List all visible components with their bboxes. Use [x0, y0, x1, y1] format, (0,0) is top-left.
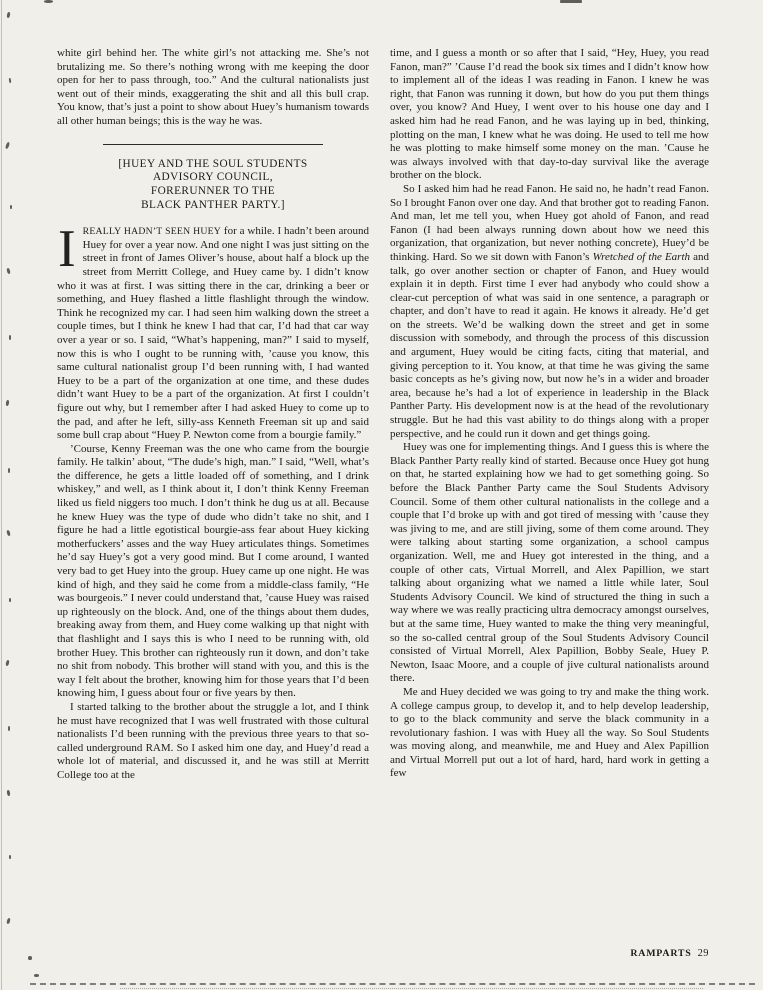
paragraph: Huey was one for implementing things. And I guess this is where the Black Panther Party really kind of started. Because once Huey got hung on that, he started explaining how we had to get something going. So before the Black Panther Party came the Soul Students Advisory Council. Some of them other cultural nationalists in the college and a couple that I’d broke up with and got tired of messing with ’cause they was jiving to me, and are still jiving, some of them come around. They were talking about starting some organization, a school campus organization. Well, me and Huey got interested in the thing, and a couple of other cats, Virtual Morrell, and Alex Papillion, we start talking about organizing what we named a little while later, Soul Students Advisory Council. We kind of structured the thing in such a way where we was really practicing ultra democracy amongst ourselves, but at the same time, Huey wanted to make the thing very meaningful, so the so-called central group of the Soul Students Advisory Council consisted of Virtual Morrell, Alex Papillion, Bobby Seale, Huey P. Newton, Isaac Moore, and a couple of jive cultural nationalists around there. [390, 441, 709, 685]
paragraph [390, 183, 709, 441]
small-caps-lead: REALLY HADN’T SEEN HUEY [82, 226, 222, 238]
scan-artifact [6, 530, 11, 537]
scan-bottom-line [30, 983, 755, 985]
page-footer [630, 948, 709, 959]
scan-artifact [8, 726, 10, 731]
paragraph-text: for a while. I hadn’t been around Huey for over a year now. And one night I was just sitting on the street in front of James Oliver’s house, about half a block up the street from Merritt College, and Huey came by. I didn’t know who it was at first. I was sitting there in the car, drinking a beer or something, and Huey flashed a little flashlight through the window. Think he recognized my car. I had seen him walking down the street a couple times, but I think he knew I had that car, I’d had that car way over a year or so. I said, “What’s happening, man?” I said to myself, now this is who I ought to be running with, ’cause you know, this same cultural nationalist group I’d been running with, I had wanted Huey to be a part of the organization at one time, and these dudes didn’t want Huey to be a part of the organization. At first I couldn’t figure out why, but I remember after I had asked Huey to come up to the pad, and after he left, silly-ass Kenneth Freeman sit up and said some bull crap about “Huey P. Newton come from a bourgie family.” [57, 225, 369, 442]
section-heading-line: FORERUNNER TO THE [150, 185, 276, 198]
scan-artifact [5, 142, 10, 150]
scan-artifact [34, 974, 39, 977]
scan-artifact [560, 0, 582, 3]
scan-artifact [9, 78, 12, 83]
scan-artifact [7, 790, 11, 796]
paragraph: I started talking to the brother about the struggle a lot, and I think he must have recognized that I was well frustrated with those cultural nationalists I’d been running with the previous three years to that so-called underground RAM. So I asked him one day, and Huey’d read a whole lot of material, and discussed it, and he was still at Merritt College too at the [57, 700, 369, 781]
scan-artifact [8, 468, 10, 473]
scan-artifact [6, 918, 11, 925]
scan-artifact [6, 12, 10, 18]
scan-artifact [9, 335, 11, 340]
magazine-name: RAMPARTS [630, 948, 692, 959]
section-heading [63, 158, 363, 214]
scan-artifact [6, 400, 10, 406]
paragraph-continuation: white girl behind her. The white girl’s not attacking me. She’s not brutalizing me. So there’s nothing wrong with me keeping the door open for her to pass through, too.” And the cultural nationalists just went out of their minds, exaggerating the shit and all this bull crap. You know, that’s just a point to show about Huey’s humanism towards all other human beings; this is the way he was. [57, 47, 369, 127]
right-column [390, 47, 709, 783]
paragraph-continuation: time, and I guess a month or so after that I said, “Hey, Huey, you read Fanon, man?” ’Cause I’d read the book six times and I didn’t know how to implement all of the ideas I was reading in Fanon. I knew he was right, that Fanon was running it down, but how do you put them things over, you know? And Huey, I went over to his house one day and I asked him had he read Fanon, and he was laying up in bed, thinking, plotting on the man, I knew what he was doing. He used to tell me how he was plotting to make himself some money on the man. ’Cause he was always involved with that day-to-day survival like the average brother on the block. [390, 47, 709, 182]
page-content [57, 47, 709, 783]
scan-edge-line [1, 0, 2, 990]
scan-artifact [10, 205, 12, 209]
scan-artifact [5, 660, 9, 667]
paragraph-text: and talk, go over another section or chapter of Fanon, and Huey would explain it in depth. First time I ever had anybody who could show a clear-cut perception of what was said in one sentence, a paragraph or chapter, and don’t have to read it again. He knows it already. He’d get on the streets. We’d be walking down the street and get in some discussion with somebody, and through the process of this discussion and argument, Huey would be citing facts, citing that material, and giving perception to it. You know, at that time he was giving the same basic concepts as he’s giving now, but now he’s in a wider and broader area, because he’s had a lot of experience in leadership in the Black Panther Party. His development now is at the head of the revolutionary struggle. But he had this vast ability to do things along with a proper perspective, and he could run it down and get things going. [390, 250, 709, 440]
section-heading-line: BLACK PANTHER PARTY.] [141, 199, 285, 212]
paragraph: ’Course, Kenny Freeman was the one who came from the bourgie family. He talkin’ about, “The dude’s high, man.” I said, “Well, what’s the difference, he gets a little loaded off of something, and I drink whiskey,” and well, as I think about it, I don’t think Kenny Freeman liked us field niggers too much. I don’t think he dug us at all. Because he knew Huey was the type of dude who didn’t take no shit, and I figure he had a little egotistical bourgie-ass fear about Huey kicking motherfuckers’ asses and the way Huey articulates things. Sometimes he’d say Huey’s got a very good mind. But I come around, I wanted very bad to get Huey into the group. Huey came up one night. He was kind of high, and they said he come from a middle-class family, “He was bourgeois.” I never could understand that, ’cause Huey was raised up righteously on the block. And, one of the things about them dudes, breaking away from them, and Huey come walking up that night with that flashlight and I says this is who I need to be running with, old brother Huey. This brother can righteously run it down, and don’t take no shit from nobody. This brother will stand with you, and this is the way I felt about the brother, knowing him for those years that I’d been knowing him, I guess about four or five years by then. [57, 442, 369, 700]
scan-artifact [9, 598, 11, 602]
drop-cap: I [58, 220, 76, 279]
scan-artifact [44, 0, 53, 3]
scan-artifact [28, 956, 32, 960]
scan-artifact [6, 268, 10, 275]
section-heading-line: [HUEY AND THE SOUL STUDENTS [118, 157, 308, 170]
scan-artifact [9, 855, 11, 859]
left-column [57, 47, 369, 783]
book-title-italic: Wretched of the Earth [592, 250, 691, 263]
page-number: 29 [697, 948, 709, 959]
paragraph-text: So I asked him had he read Fanon. He said no, he hadn’t read Fanon. So I brought Fanon over one day. And that brother got to reading Fanon. And man, let me tell you, when Huey got ahold of Fanon, and read Fanon (I had been always running down about how we need this organization, that organization, but never nothing concrete), Huey’d be thinking. Hard. So we sit down with Fanon’s [390, 182, 709, 263]
section-heading-line: ADVISORY COUNCIL, [153, 171, 273, 184]
scan-bottom-dots [120, 988, 703, 989]
section-divider [103, 144, 323, 145]
paragraph-opening [57, 220, 369, 443]
paragraph: Me and Huey decided we was going to try and make the thing work. A college campus group, to develop it, and to help develop leadership, to go to the black community and serve the black community in a revolutionary fashion. I was with Huey all the way. So Soul Students was moving along, and meanwhile, me and Huey and Alex Papillion and Virtual Morrell put out a lot of hard, hard, hard work in getting a few [390, 685, 709, 780]
